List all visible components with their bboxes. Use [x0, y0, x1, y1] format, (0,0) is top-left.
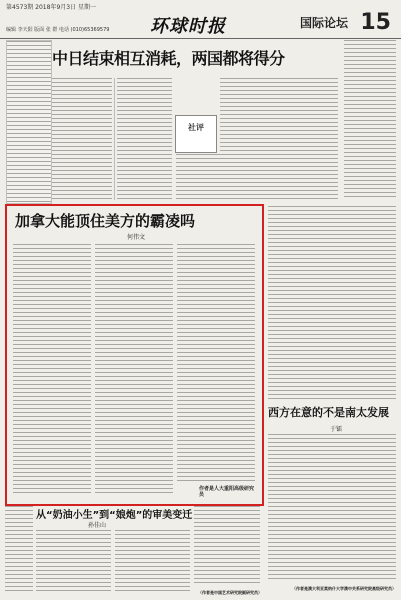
editorial-badge-label: 社评 — [188, 123, 204, 132]
top-story-col-1 — [52, 78, 112, 200]
top-story-col-2 — [117, 78, 172, 200]
article-byline: 何伟文 — [127, 234, 146, 241]
right-mid-column — [268, 206, 396, 400]
issue-info: 第4573期 2018年9月3日 星期一 — [6, 4, 96, 11]
bottom-left-column — [5, 506, 33, 594]
article-headline: 加拿大能顶住美方的霸凌吗 — [15, 212, 196, 230]
top-headline: 中日结束相互消耗，两国都将得分 — [52, 49, 285, 68]
article-text-col-1 — [13, 244, 91, 496]
bottom-article-text-3 — [194, 506, 260, 586]
article-text-col-2 — [95, 244, 173, 496]
bottom-article-author-note: （作者是中国艺术研究院副研究员） — [198, 590, 262, 595]
right-top-column — [344, 40, 396, 200]
highlighted-article-box — [5, 204, 264, 506]
article-text-col-3 — [177, 244, 255, 482]
editorial-badge — [175, 115, 217, 153]
bottom-article-text-1 — [36, 530, 111, 594]
newspaper-logo: 环球时报 — [150, 16, 226, 37]
right-article-author-note: （作者是澳大利亚莫纳什大学澳中关系研究院高级研究员） — [292, 586, 396, 591]
masthead — [0, 10, 401, 39]
section-title: 国际论坛 — [300, 16, 349, 30]
top-story-col-4 — [176, 154, 220, 200]
right-article-text — [268, 434, 396, 582]
left-sidebar-column — [6, 40, 52, 204]
page-number: 15 — [360, 10, 391, 35]
bottom-article-byline: 孙佳山 — [88, 522, 107, 529]
top-story-col-3 — [220, 78, 338, 200]
article-author-note: 作者是人大重阳高级研究员 — [199, 486, 255, 498]
bottom-article-text-2 — [115, 530, 190, 594]
column-divider — [114, 78, 115, 200]
right-article-byline: 于镭 — [330, 426, 343, 433]
editor-info: 编辑 李天阳 版面 张 群 电话 (010)65369579 — [6, 27, 110, 33]
right-article-headline: 西方在意的不是南太发展 — [268, 406, 389, 419]
bottom-article-headline: 从“奶油小生”到“娘炮”的审美变迁 — [36, 510, 193, 521]
